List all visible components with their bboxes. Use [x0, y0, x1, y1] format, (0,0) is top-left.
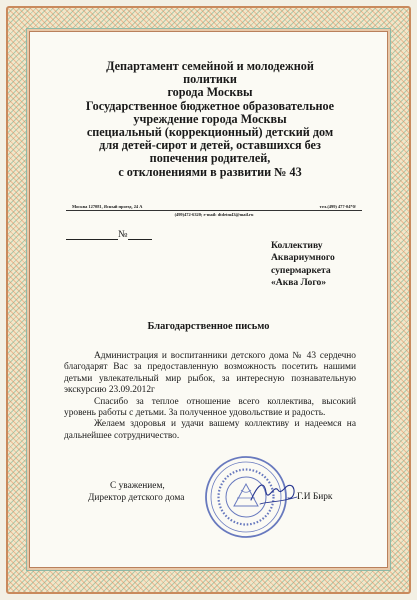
letterhead-line: политики	[183, 72, 237, 87]
letterhead-line: для детей-сирот и детей, оставшихся без	[99, 138, 321, 153]
signature-icon	[248, 476, 300, 510]
letterhead-line: учреждение города Москвы	[133, 111, 287, 126]
signer-name: Г.И Бирк	[297, 492, 333, 502]
recipient-line: Коллективу	[271, 240, 323, 251]
letterhead-line: Государственное бюджетное образовательное	[85, 98, 335, 113]
letterhead-line: с отклонениями в развитии № 43	[118, 164, 302, 179]
letter-title: Благодарственное письмо	[147, 321, 270, 332]
address-row	[72, 204, 356, 209]
contact-line: (499)472-6320; e-mail: dtdetm43@mail.ru	[174, 212, 254, 217]
body-paragraph: Администрация и воспитанники детского дома № 43 сердечно благодарят Вас за предоставленную возможность посетить нашими детьми увлекательный мир рыбок, за интересную познавательную экскурсию 23.09.2012г	[64, 351, 356, 396]
body-paragraph: Желаем здоровья и удачи вашему коллективу и надеемся на дальнейшее сотрудничество.	[64, 419, 356, 441]
letter-body	[64, 351, 356, 442]
letterhead-line: попечения родителей,	[149, 151, 271, 166]
recipient-line: «Аква Лого»	[271, 277, 327, 289]
letterhead-line: города Москвы	[167, 85, 253, 100]
letterhead-rule	[66, 210, 362, 211]
address-text: Москва 127081, Ясный проезд, 24 А	[72, 204, 143, 209]
number-sign: №	[118, 229, 128, 240]
number-blank	[128, 229, 152, 240]
date-blank	[66, 229, 118, 240]
recipient-line: Аквариумного	[271, 252, 335, 264]
body-paragraph: Спасибо за теплое отношение всего коллектива, высокий уровень работы с детьми. За полученное удовольствие и радость.	[64, 396, 356, 419]
letterhead	[60, 60, 360, 179]
letterhead-line: Департамент семейной и молодежной	[106, 59, 314, 73]
director-position: Директор детского дома	[88, 493, 185, 503]
outgoing-number-line	[66, 229, 152, 240]
recipient-block	[271, 240, 381, 290]
regards-text: С уважением,	[110, 481, 165, 491]
recipient-line: супермаркета	[271, 264, 331, 276]
closing-block	[88, 480, 184, 504]
phone-text: тел.(499) 477-04*0/	[319, 204, 356, 209]
letterhead-line: специальный (коррекционный) детский дом	[86, 125, 334, 140]
